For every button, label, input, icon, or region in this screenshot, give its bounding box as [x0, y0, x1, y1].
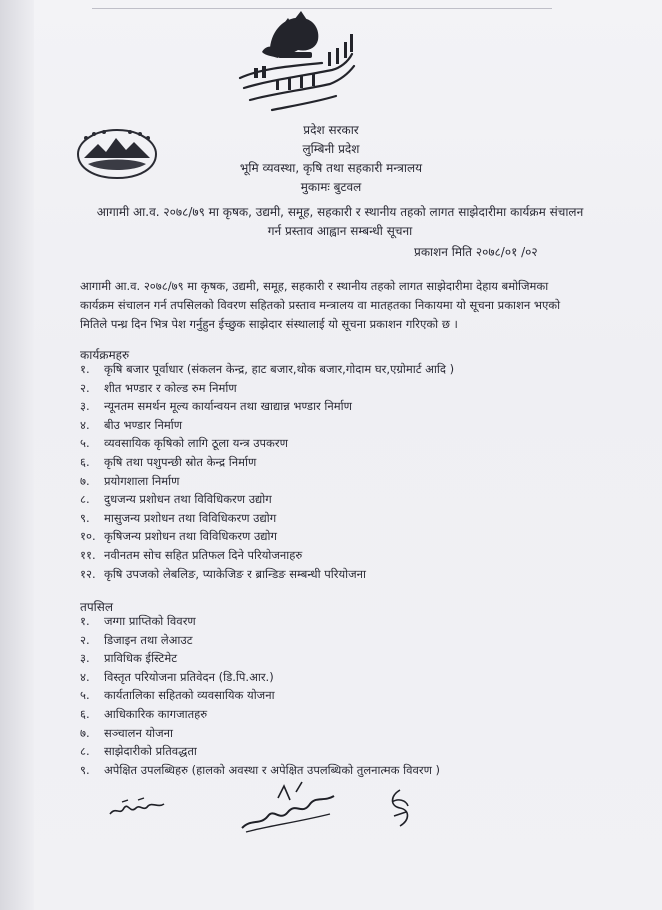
header-ministry: भूमि व्यवस्था, कृषि तथा सहकारी मन्त्रालय: [239, 161, 423, 175]
list-item: [80, 434, 454, 453]
list-item-number: २.: [80, 632, 90, 647]
list-item-text: बीउ भण्डार निर्माण: [104, 417, 183, 432]
list-item-number: १२.: [80, 566, 96, 581]
list-item: [80, 705, 440, 724]
list-item: [80, 509, 454, 528]
list-item-text: अपेक्षित उपलब्धिहरु (हालको अवस्था र अपेक्षित उपलब्धिको तुलनात्मक विवरण ): [104, 762, 441, 777]
list-item-number: ६.: [80, 706, 90, 721]
publication-date: प्रकाशन मिति २०७८/०१ /०२: [414, 245, 538, 259]
list-item-text: दुधजन्य प्रशोधन तथा विविधिकरण उद्योग: [104, 492, 272, 507]
list-item: [80, 546, 454, 565]
list-item-number: १.: [80, 614, 90, 628]
list-item-number: १.: [80, 362, 90, 376]
details-list: [80, 612, 440, 779]
programs-heading: कार्यक्रमहरु: [80, 348, 130, 362]
office-header: [0, 121, 662, 197]
list-item: [80, 686, 440, 705]
list-item: [80, 397, 454, 416]
list-item-number: ६.: [80, 454, 90, 469]
list-item: [80, 761, 440, 780]
intro-line-1: आगामी आ.व. २०७८/७९ मा कृषक, उद्यमी, समूह, सहकारी र स्थानीय तहको लागत साझेदारीमा देहाय बमोजिमका: [80, 279, 549, 293]
list-item-text: कृषि बजार पूर्वाधार (संकलन केन्द्र, हाट बजार,थोक बजार,गोदाम घर,एग्रोमार्ट आदि ): [104, 362, 455, 376]
list-item-number: ७.: [80, 725, 90, 740]
list-item-text: कृषि उपजको लेबलिङ, प्याकेजिङ र ब्रान्डिङ सम्बन्धी परियोजना: [104, 566, 367, 581]
list-item-text: जग्गा प्राप्तिको विवरण: [104, 614, 196, 628]
list-item: [80, 379, 454, 398]
list-item: [80, 453, 454, 472]
intro-line-3: मितिले पन्ध्र दिन भित्र पेश गर्नुहुन ईच्छुक साझेदार संस्थालाई यो सूचना प्रकाशन गरिएको छ ।: [80, 317, 458, 331]
list-item-text: साझेदारीको प्रतिवद्धता: [104, 744, 197, 759]
list-item-number: ९.: [80, 762, 90, 777]
list-item: [80, 668, 440, 687]
signature-3: [384, 788, 416, 828]
intro-paragraph: [80, 277, 620, 334]
list-item-text: विस्तृत परियोजना प्रतिवेदन (डि.पि.आर.): [104, 669, 274, 684]
list-item: [80, 612, 440, 631]
list-item-text: प्राविधिक ईस्टिमेट: [104, 651, 177, 666]
header-government: प्रदेश सरकार: [303, 123, 359, 137]
list-item: [80, 631, 440, 650]
details-heading: तपसिल: [80, 600, 114, 614]
list-item: [80, 490, 454, 509]
list-item-text: न्यूनतम समर्थन मूल्य कार्यान्वयन तथा खाद्यान्न भण्डार निर्माण: [104, 399, 352, 414]
subject-line-1: आगामी आ.व. २०७८/७९ मा कृषक, उद्यमी, समूह, सहकारी र स्थानीय तहको लागत साझेदारीमा कार्यक्रम संचालन: [96, 205, 584, 219]
list-item: [80, 649, 440, 668]
list-item-text: मासुजन्य प्रशोधन तथा विविधिकरण उद्योग: [104, 510, 277, 525]
list-item-number: ११.: [80, 547, 96, 562]
list-item-number: ५.: [80, 688, 90, 703]
signature-2: [238, 778, 338, 836]
list-item-number: १०.: [80, 529, 96, 544]
list-item-text: सञ्चालन योजना: [104, 725, 174, 740]
list-item-text: शीत भण्डार र कोल्ड रुम निर्माण: [104, 380, 237, 395]
list-item-number: ३.: [80, 651, 90, 666]
list-item-number: ४.: [80, 417, 90, 432]
subject-line-2: गर्न प्रस्ताव आह्वान सम्बन्धी सूचना: [267, 224, 413, 238]
header-province: लुम्बिनी प्रदेश: [302, 142, 360, 156]
list-item-number: ७.: [80, 473, 90, 488]
list-item: [80, 565, 454, 584]
notice-subject: [60, 203, 620, 241]
programs-list: [80, 360, 454, 583]
list-item: [80, 360, 454, 379]
list-item-number: ५.: [80, 436, 90, 451]
list-item-text: डिजाइन तथा लेआउट: [104, 632, 193, 647]
list-item-number: २.: [80, 380, 90, 395]
list-item-text: व्यवसायिक कृषिको लागि ठूला यन्त्र उपकरण: [104, 436, 288, 451]
list-item-text: नवीनतम सोच सहित प्रतिफल दिने परियोजनाहरु: [104, 547, 303, 562]
list-item: [80, 742, 440, 761]
list-item-number: ९.: [80, 510, 90, 525]
list-item: [80, 527, 454, 546]
list-item-number: ३.: [80, 399, 90, 414]
list-item-number: ८.: [80, 744, 90, 759]
list-item-text: कार्यतालिका सहितको व्यवसायिक योजना: [104, 688, 275, 703]
intro-line-2: कार्यक्रम संचालन गर्न तपसिलको विवरण सहितको प्रस्ताव मन्त्रालय वा मातहतका निकायमा यो सूचना प्रकाशन भएको: [80, 298, 561, 312]
list-item-text: प्रयोगशाला निर्माण: [104, 473, 180, 488]
list-item-text: कृषि तथा पशुपन्छी स्रोत केन्द्र निर्माण: [104, 454, 257, 469]
list-item-text: आधिकारिक कागजातहरु: [104, 706, 208, 721]
signature-1: [108, 796, 166, 822]
list-item-number: ४.: [80, 669, 90, 684]
list-item-number: ८.: [80, 492, 90, 507]
ministry-seal-stamp: [232, 8, 362, 118]
list-item: [80, 416, 454, 435]
header-location: मुकामः बुटवल: [300, 180, 362, 194]
list-item: [80, 472, 454, 491]
list-item-text: कृषिजन्य प्रशोधन तथा विविधिकरण उद्योग: [104, 529, 277, 544]
list-item: [80, 724, 440, 743]
